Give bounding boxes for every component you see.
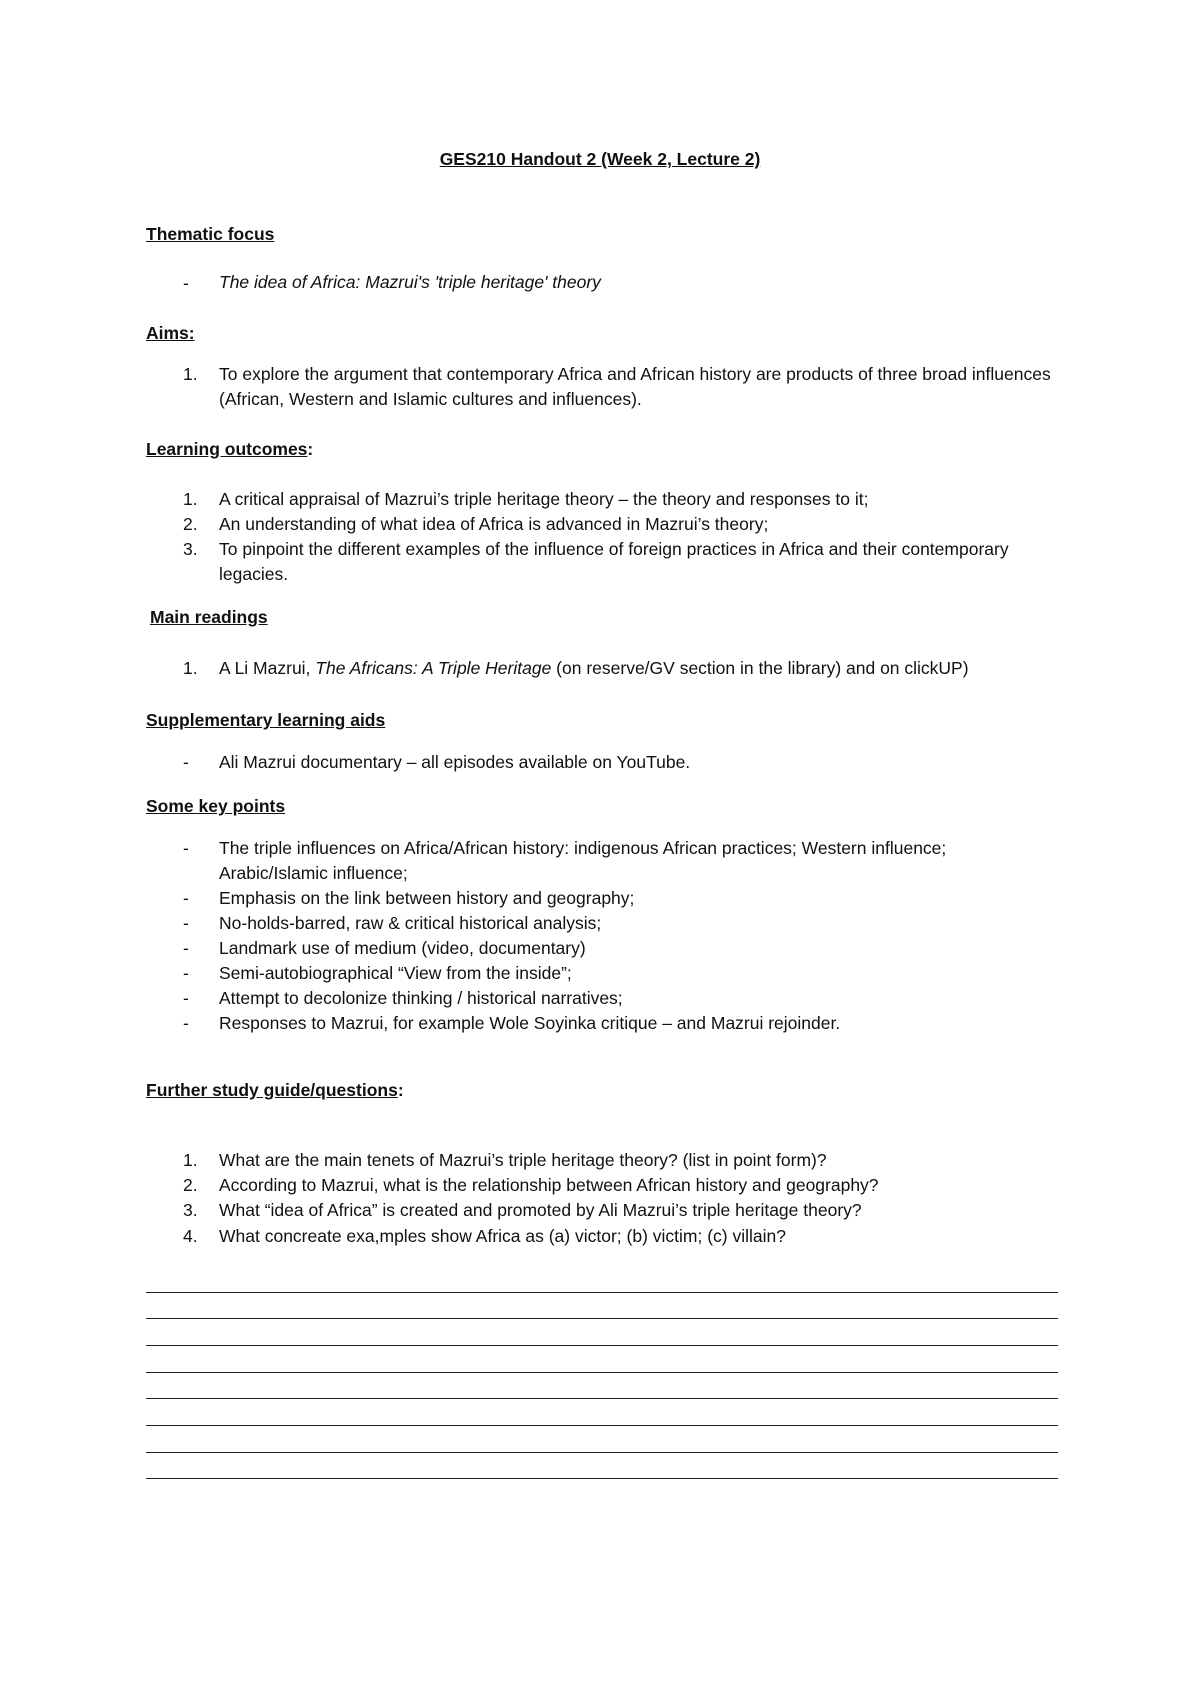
answer-line — [146, 1398, 1058, 1399]
document-title: GES210 Handout 2 (Week 2, Lecture 2) — [439, 149, 761, 169]
further-study-marker-4: 4. — [183, 1226, 198, 1246]
further-study-marker-1: 1. — [183, 1150, 198, 1170]
key-points-item-3: No-holds-barred, raw & critical historical analysis; — [219, 913, 602, 933]
key-points-marker-6: - — [183, 988, 189, 1008]
answer-line — [146, 1452, 1058, 1453]
main-readings-author: A Li Mazrui, — [219, 658, 316, 678]
answer-line — [146, 1345, 1058, 1346]
aims-item-1: To explore the argument that contemporary Africa and African history are products of three broad influences (African, Western and Islamic cultures and influences). — [219, 364, 1051, 409]
key-points-marker-2: - — [183, 888, 189, 908]
learning-outcomes-marker-1: 1. — [183, 489, 198, 509]
key-points-marker-5: - — [183, 963, 189, 983]
thematic-focus-rest: Mazrui's 'triple heritage' theory — [360, 272, 601, 292]
main-readings-item-1 — [219, 656, 1059, 681]
thematic-focus-marker: - — [183, 273, 189, 293]
supplementary-heading: Supplementary learning aids — [146, 710, 386, 730]
thematic-focus-heading: Thematic focus — [146, 224, 275, 244]
answer-line — [146, 1425, 1058, 1426]
answer-line — [146, 1292, 1058, 1293]
key-points-item-2: Emphasis on the link between history and geography; — [219, 888, 635, 908]
aims-heading: Aims: — [146, 323, 195, 343]
further-study-item-3: What “idea of Africa” is created and promoted by Ali Mazrui’s triple heritage theory? — [219, 1200, 862, 1220]
key-points-item-6: Attempt to decolonize thinking / historical narratives; — [219, 988, 623, 1008]
further-study-heading: Further study guide/questions — [146, 1080, 398, 1100]
supplementary-marker-1: - — [183, 752, 189, 772]
main-readings-location: (on reserve/GV section in the library) and on clickUP) — [551, 658, 969, 678]
thematic-focus-italic: The idea of Africa: — [219, 272, 361, 292]
key-points-item-5: Semi-autobiographical “View from the inside”; — [219, 963, 572, 983]
answer-line — [146, 1478, 1058, 1479]
further-study-item-4: What concreate exa,mples show Africa as (a) victor; (b) victim; (c) villain? — [219, 1226, 786, 1246]
further-study-colon: : — [397, 1080, 404, 1100]
key-points-marker-7: - — [183, 1013, 189, 1033]
key-points-item-4: Landmark use of medium (video, documentary) — [219, 938, 586, 958]
key-points-marker-3: - — [183, 913, 189, 933]
thematic-focus-item — [219, 270, 1059, 295]
key-points-marker-4: - — [183, 938, 189, 958]
further-study-heading-line — [146, 1078, 404, 1102]
main-readings-book-title: The Africans: A Triple Heritage — [315, 658, 552, 678]
key-points-marker-1: - — [183, 838, 189, 858]
further-study-marker-3: 3. — [183, 1200, 198, 1220]
further-study-item-1: What are the main tenets of Mazrui’s triple heritage theory? (list in point form)? — [219, 1150, 827, 1170]
further-study-item-2: According to Mazrui, what is the relationship between African history and geography? — [219, 1175, 879, 1195]
learning-outcomes-heading-line — [146, 437, 313, 461]
main-readings-heading: Main readings — [150, 607, 268, 627]
answer-line — [146, 1372, 1058, 1373]
learning-outcomes-marker-2: 2. — [183, 514, 198, 534]
aims-marker-1: 1. — [183, 364, 198, 384]
learning-outcomes-colon: : — [307, 439, 314, 459]
learning-outcomes-heading: Learning outcomes — [146, 439, 308, 459]
learning-outcomes-item-3: To pinpoint the different examples of the influence of foreign practices in Africa and their contemporary legacies. — [219, 539, 1009, 584]
learning-outcomes-item-1: A critical appraisal of Mazrui’s triple heritage theory – the theory and responses to it; — [219, 489, 869, 509]
main-readings-marker-1: 1. — [183, 658, 198, 678]
key-points-item-7: Responses to Mazrui, for example Wole Soyinka critique – and Mazrui rejoinder. — [219, 1013, 841, 1033]
supplementary-item-1: Ali Mazrui documentary – all episodes available on YouTube. — [219, 752, 691, 772]
answer-line — [146, 1318, 1058, 1319]
further-study-marker-2: 2. — [183, 1175, 198, 1195]
key-points-item-1: The triple influences on Africa/African history: indigenous African practices; Western influence; Arabic/Islamic influence; — [219, 838, 947, 883]
learning-outcomes-marker-3: 3. — [183, 539, 198, 559]
key-points-heading: Some key points — [146, 796, 286, 816]
learning-outcomes-item-2: An understanding of what idea of Africa is advanced in Mazrui’s theory; — [219, 514, 769, 534]
